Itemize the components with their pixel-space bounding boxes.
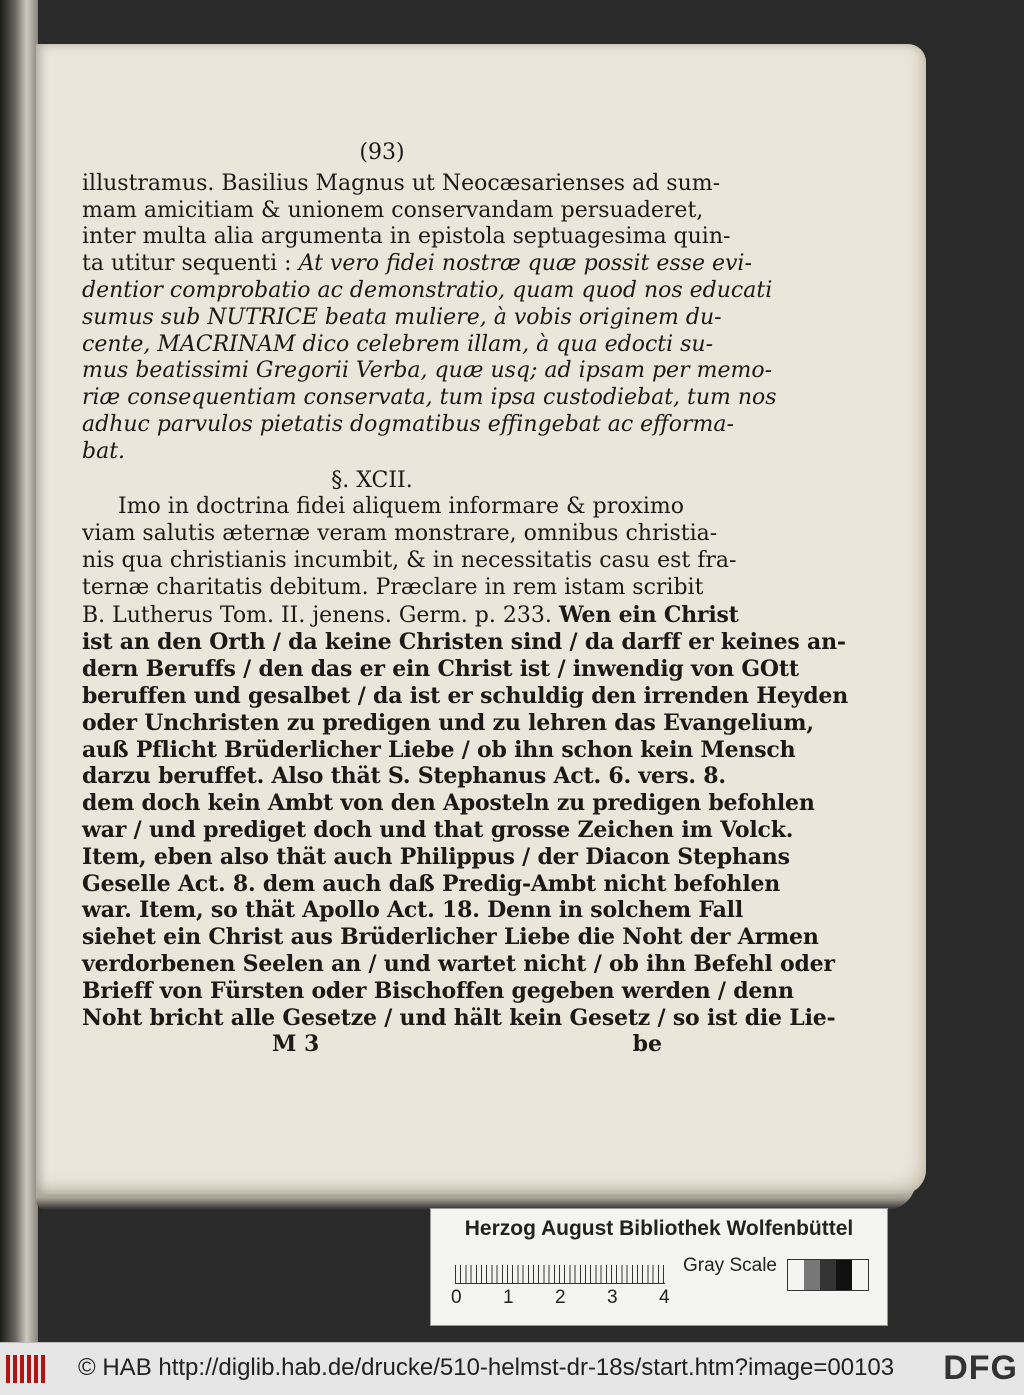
ruler-number: 0 xyxy=(451,1287,462,1308)
gray-swatch xyxy=(820,1260,836,1290)
ruler-number: 1 xyxy=(503,1287,514,1308)
gray-swatch xyxy=(804,1260,820,1290)
text-line: bat. xyxy=(82,438,126,464)
library-label-card xyxy=(430,1208,888,1326)
text-line: Noht bricht alle Gesetze / und hält kein Gesetz / so ist die Lie- xyxy=(82,1004,836,1031)
page-number: (93) xyxy=(359,140,405,165)
signature-mark: M 3 xyxy=(272,1031,320,1058)
text-line: ternæ charitatis debitum. Præclare in rem istam scribit xyxy=(82,574,704,600)
gray-swatch xyxy=(836,1260,852,1290)
text-line: viam salutis æternæ veram monstrare, omnibus christia- xyxy=(82,521,718,547)
text-line: Item, eben also thät auch Philippus / der Diacon Stephans xyxy=(82,843,790,870)
text-line: war / und prediget doch und that grosse Zeichen im Volck. xyxy=(82,816,794,843)
text-line: nis qua christianis incumbit, & in necessitatis casu est fra- xyxy=(82,547,737,573)
grayscale-swatches xyxy=(787,1259,869,1291)
grayscale-label: Gray Scale xyxy=(683,1255,777,1276)
text-line: sumus sub NUTRICE beata muliere, à vobis originem du- xyxy=(82,304,722,330)
text-line: oder Unchristen zu predigen und zu lehren das Evangelium, xyxy=(82,709,814,736)
text-line: verdorbenen Seelen an / und wartet nicht / ob ihn Befehl oder xyxy=(82,950,835,977)
footer-bar xyxy=(0,1342,1024,1395)
paragraph-german xyxy=(82,629,849,1031)
text-line: B. Lutherus Tom. II. jenens. Germ. p. 233. Wen ein Christ xyxy=(82,601,739,628)
dfg-logo: DFG xyxy=(943,1349,1018,1387)
ruler-scale xyxy=(455,1253,665,1284)
text-line: dentior comprobatio ac demonstratio, quam quod nos educati xyxy=(82,277,773,303)
signature-row xyxy=(82,1031,662,1058)
text-line: war. Item, so thät Apollo Act. 18. Denn in solchem Fall xyxy=(82,897,743,924)
text-line: inter multa alia argumenta in epistola septuagesima quin- xyxy=(82,224,731,250)
ruler-numbers xyxy=(451,1287,681,1311)
text-line: dern Beruffs / den das er ein Christ ist / inwendig von GOtt xyxy=(82,656,799,683)
text-line: illustramus. Basilius Magnus ut Neocæsarienses ad sum- xyxy=(82,170,721,196)
paragraph-top xyxy=(82,170,731,251)
hab-logo-icon xyxy=(6,1355,46,1383)
text-line: ist an den Orth / da keine Christen sind / da darff er keines an- xyxy=(82,629,846,656)
catchword: be xyxy=(632,1031,662,1058)
text-line: cente, MACRINAM dico celebrem illam, à qua edocti su- xyxy=(82,331,714,357)
text-line: Imo in doctrina fidei aliquem informare & proximo xyxy=(118,494,685,520)
paragraph-latin xyxy=(82,494,737,601)
ruler-number: 2 xyxy=(555,1287,566,1308)
text-line: siehet ein Christ aus Brüderlicher Liebe die Noht der Armen xyxy=(82,924,819,951)
section-heading: §. XCII. xyxy=(331,467,413,493)
text-line: riæ consequentiam conservata, tum ipsa custodiebat, tum nos xyxy=(82,385,777,411)
gray-swatch xyxy=(788,1260,804,1290)
ruler-number: 4 xyxy=(659,1287,670,1308)
page-text xyxy=(82,140,849,1058)
footer-url[interactable]: © HAB http://diglib.hab.de/drucke/510-helmst-dr-18s/start.htm?image=00103 xyxy=(78,1354,895,1381)
text-line: auß Pflicht Brüderlicher Liebe / ob ihn schon kein Mensch xyxy=(82,736,796,763)
text-line: ta utitur sequenti : At vero fidei nostræ quæ possit esse evi- xyxy=(82,251,752,277)
book-binding-edge xyxy=(0,0,38,1342)
text-line: darzu beruffet. Also thät S. Stephanus Act. 6. vers. 8. xyxy=(82,763,726,790)
gray-swatch xyxy=(852,1260,868,1290)
italic-quote xyxy=(82,277,777,466)
text-line: Geselle Act. 8. dem auch daß Predig-Ambt nicht befohlen xyxy=(82,870,781,897)
text-line: Brieff von Fürsten oder Bischoffen gegeben werden / denn xyxy=(82,977,794,1004)
ruler-number: 3 xyxy=(607,1287,618,1308)
text-line: mus beatissimi Gregorii Verba, quæ usq; ad ipsam per memo- xyxy=(82,358,773,384)
text-line: adhuc parvulos pietatis dogmatibus effingebat ac efforma- xyxy=(82,411,734,437)
library-title: Herzog August Bibliothek Wolfenbüttel xyxy=(464,1217,854,1240)
text-line: dem doch kein Ambt von den Aposteln zu predigen befohlen xyxy=(82,790,815,817)
text-line: mam amicitiam & unionem conservandam persuaderet, xyxy=(82,197,704,223)
text-line: beruffen und gesalbet / da ist er schuldig den irrenden Heyden xyxy=(82,682,849,709)
